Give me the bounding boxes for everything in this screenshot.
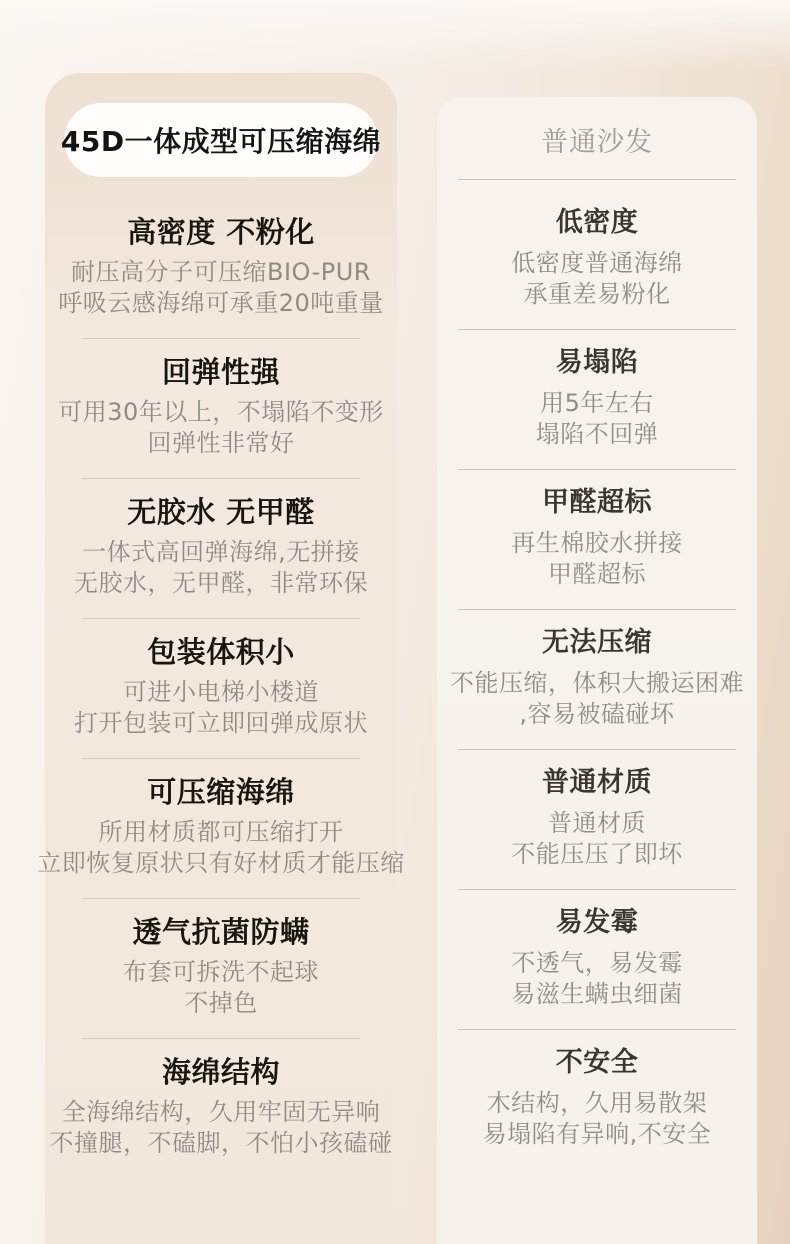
section-body bbox=[536, 388, 659, 450]
section-body-line: 低密度普通海绵 bbox=[511, 249, 683, 277]
section-body bbox=[58, 257, 384, 319]
section-body bbox=[37, 817, 405, 879]
section-body bbox=[58, 397, 384, 459]
section-body bbox=[511, 808, 683, 870]
comparison-section bbox=[437, 902, 757, 1042]
section-body-line: 塌陷不回弹 bbox=[535, 420, 659, 448]
section-title: 回弹性强 bbox=[161, 355, 280, 389]
section-body bbox=[50, 1097, 393, 1159]
section-title: 无法压缩 bbox=[542, 627, 652, 658]
section-body-line: 布套可拆洗不起球 bbox=[123, 958, 319, 986]
section-title: 高密度 不粉化 bbox=[127, 215, 315, 249]
section-body-line: 可进小电梯小楼道 bbox=[123, 678, 319, 706]
section-divider bbox=[458, 329, 736, 330]
section-body-line: 一体式高回弹海绵,无拼接 bbox=[82, 538, 360, 566]
section-body-line: 呼吸云感海绵可承重20吨重量 bbox=[58, 289, 384, 317]
section-divider bbox=[82, 338, 360, 339]
comparison-section bbox=[45, 911, 397, 1051]
section-body-line: 打开包装可立即回弹成原状 bbox=[74, 709, 368, 737]
section-body-line: 可用30年以上，不塌陷不变形 bbox=[58, 398, 384, 426]
section-body bbox=[123, 957, 319, 1019]
section-body bbox=[74, 677, 368, 739]
comparison-section bbox=[437, 482, 757, 622]
section-divider bbox=[82, 898, 360, 899]
comparison-section bbox=[45, 351, 397, 491]
section-body-line: 所用材质都可压缩打开 bbox=[98, 818, 344, 846]
section-body bbox=[511, 248, 683, 310]
section-title: 甲醛超标 bbox=[542, 487, 652, 518]
section-divider bbox=[458, 469, 736, 470]
section-divider bbox=[82, 618, 360, 619]
ordinary-column-header: 普通沙发 bbox=[541, 127, 653, 158]
ordinary-sofa-column bbox=[437, 97, 757, 1244]
section-body-line: 不掉色 bbox=[184, 989, 258, 1017]
section-body-line: 易滋生螨虫细菌 bbox=[511, 980, 683, 1008]
comparison-section bbox=[437, 622, 757, 762]
section-body-line: 再生棉胶水拼接 bbox=[511, 529, 683, 557]
comparison-section bbox=[437, 1042, 757, 1182]
section-body-line: 用5年左右 bbox=[540, 389, 654, 417]
section-divider bbox=[82, 1038, 360, 1039]
section-body-line: 不能压压了即坏 bbox=[511, 840, 683, 868]
section-body bbox=[511, 948, 683, 1010]
section-body-line: 不透气，易发霉 bbox=[511, 949, 683, 977]
comparison-section bbox=[45, 631, 397, 771]
section-title: 包装体积小 bbox=[147, 635, 295, 669]
section-title: 普通材质 bbox=[542, 767, 652, 798]
section-divider bbox=[82, 758, 360, 759]
section-body-line: 不能压缩，体积大搬运困难 bbox=[450, 669, 744, 697]
section-divider bbox=[458, 889, 736, 890]
section-title: 海绵结构 bbox=[161, 1055, 280, 1089]
section-body-line: 全海绵结构，久用牢固无异响 bbox=[61, 1098, 381, 1126]
section-title: 透气抗菌防螨 bbox=[132, 915, 310, 949]
section-body bbox=[483, 1088, 712, 1150]
section-body-line: 承重差易粉化 bbox=[523, 280, 671, 308]
comparison-section bbox=[45, 211, 397, 351]
section-divider bbox=[82, 478, 360, 479]
ordinary-sections bbox=[437, 180, 757, 1182]
product-column bbox=[37, 73, 405, 1244]
section-body-line: 无胶水，无甲醛，非常环保 bbox=[74, 569, 368, 597]
comparison-section bbox=[437, 762, 757, 902]
section-body-line: 木结构，久用易散架 bbox=[486, 1089, 708, 1117]
section-body bbox=[74, 537, 368, 599]
section-title: 无胶水 无甲醛 bbox=[127, 495, 315, 529]
comparison-section bbox=[437, 202, 757, 342]
comparison-section bbox=[45, 491, 397, 631]
section-title: 易塌陷 bbox=[555, 347, 639, 378]
section-body-line: 易塌陷有异响,不安全 bbox=[482, 1120, 712, 1148]
section-body-line: ,容易被磕碰坏 bbox=[519, 700, 675, 728]
section-body bbox=[511, 528, 683, 590]
section-body-line: 普通材质 bbox=[548, 809, 646, 837]
product-badge bbox=[60, 103, 382, 177]
section-divider bbox=[458, 749, 736, 750]
section-title: 易发霉 bbox=[555, 907, 639, 938]
section-divider bbox=[458, 609, 736, 610]
section-title: 低密度 bbox=[555, 207, 639, 238]
section-body-line: 回弹性非常好 bbox=[147, 429, 295, 457]
product-badge-label: 45D一体成型可压缩海绵 bbox=[60, 125, 382, 158]
section-body-line: 甲醛超标 bbox=[548, 560, 646, 588]
comparison-section bbox=[437, 342, 757, 482]
comparison-section bbox=[45, 1051, 397, 1191]
product-sections bbox=[37, 177, 405, 1191]
section-divider bbox=[458, 1029, 736, 1030]
comparison-section bbox=[37, 771, 405, 911]
section-title: 不安全 bbox=[555, 1047, 639, 1078]
section-title: 可压缩海绵 bbox=[147, 775, 295, 809]
section-body-line: 不撞腿，不磕脚，不怕小孩磕碰 bbox=[49, 1129, 393, 1157]
section-body bbox=[450, 668, 744, 730]
section-body-line: 立即恢复原状只有好材质才能压缩 bbox=[37, 849, 405, 877]
section-body-line: 耐压高分子可压缩BIO-PUR bbox=[71, 258, 371, 286]
